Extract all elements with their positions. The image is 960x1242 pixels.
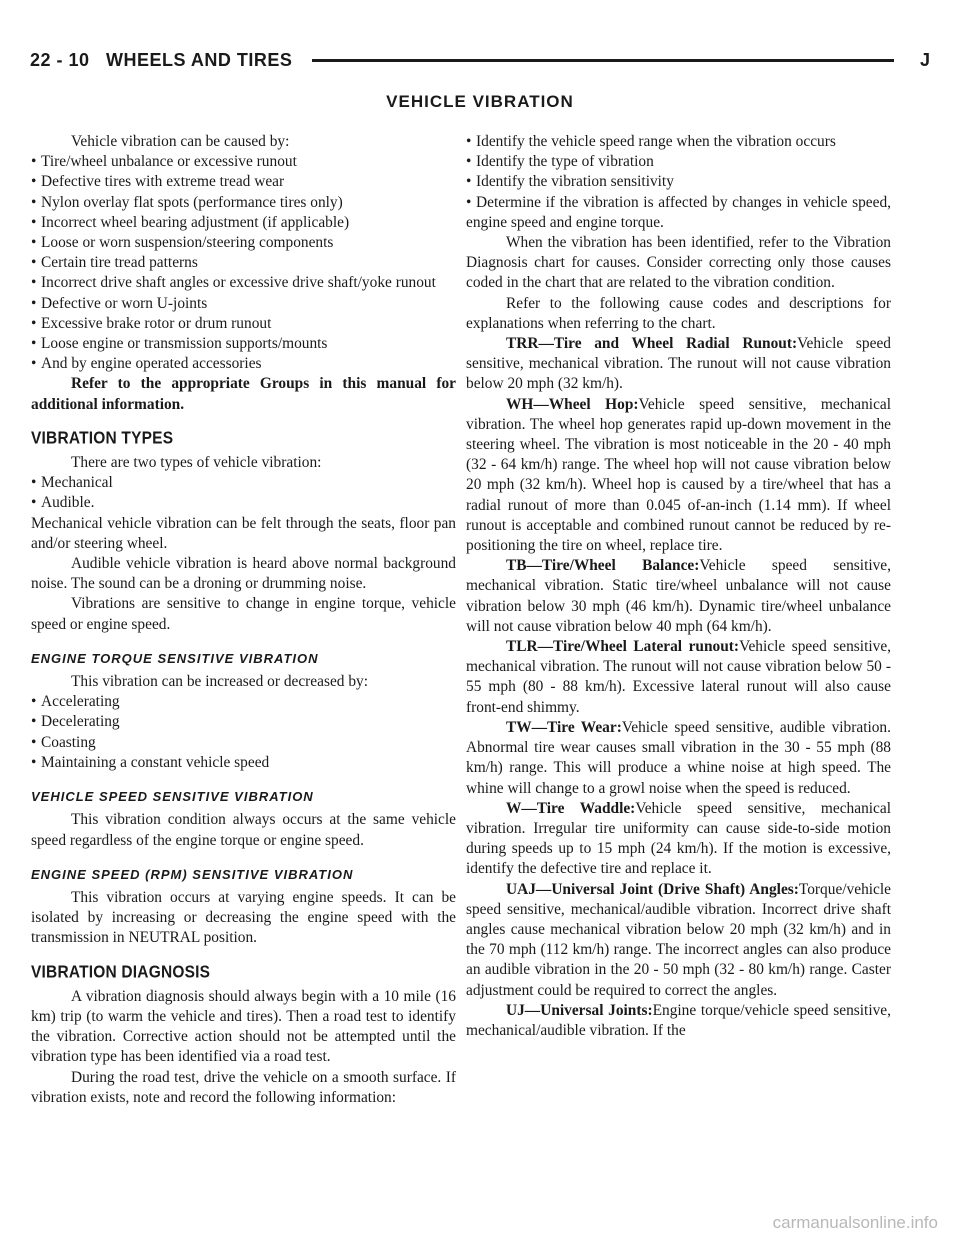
bullet-icon: •: [31, 753, 37, 771]
header-letter: J: [919, 50, 930, 70]
torque-item-text: Maintaining a constant vehicle speed: [41, 753, 270, 771]
cause-item: [31, 253, 456, 273]
cause-code-term: TLR—Tire/Wheel Lateral runout:: [506, 638, 740, 656]
bullet-icon: •: [31, 494, 37, 512]
bullet-icon: •: [31, 693, 37, 711]
subheading-speed: VEHICLE SPEED SENSITIVE VIBRATION: [31, 789, 314, 805]
cause-code-term: W—Tire Waddle:: [506, 799, 636, 817]
speed-desc: This vibration condition always occurs at the same vehicle speed regardless of the engine torque or engine speed.: [31, 811, 456, 849]
cause-code-entry: [466, 1001, 891, 1041]
torque-intro: This vibration can be increased or decreased by:: [71, 673, 368, 691]
torque-item: [31, 692, 456, 712]
causes-list: [31, 152, 456, 374]
torque-item-text: Decelerating: [41, 713, 120, 731]
sensitive-desc: Vibrations are sensitive to change in engine torque, vehicle speed or engine speed.: [31, 595, 456, 633]
bullet-icon: •: [31, 153, 37, 171]
type-item: [31, 473, 456, 493]
cause-item-text: Excessive brake rotor or drum runout: [41, 314, 272, 332]
info-item-text: Identify the vehicle speed range when the vibration occurs: [476, 133, 836, 150]
section-heading-diagnosis: VIBRATION DIAGNOSIS: [31, 962, 211, 982]
bullet-icon: •: [31, 713, 37, 731]
page-number-section: 22 - 10 WHEELS AND TIRES: [30, 50, 293, 70]
bullet-icon: •: [31, 335, 37, 353]
cause-code-desc: Vehicle speed sensitive, audible vibration. Abnormal tire wear causes small vibration in the 30 - 55 mph (88 km/h) range. This will produce a whine noise at high speed. The whine will change to a growl noise when the speed is reduced.: [466, 718, 891, 797]
cause-item-text: Incorrect drive shaft angles or excessive drive shaft/yoke runout: [41, 274, 436, 292]
cause-code-term: UAJ—Universal Joint (Drive Shaft) Angles:: [506, 880, 799, 898]
cause-codes: [466, 334, 891, 1041]
diag-para-1: A vibration diagnosis should always begin with a 10 mile (16 km) trip (to warm the vehicle and tires). Then a road test to identify the vibration. Corrective action should not be attempted until the vibration type has been identified via a road test.: [31, 987, 456, 1066]
info-item: [466, 172, 891, 192]
cause-item: [31, 294, 456, 314]
bullet-icon: •: [31, 274, 37, 292]
cause-item-text: Tire/wheel unbalance or excessive runout: [41, 153, 297, 171]
cause-code-entry: [466, 799, 891, 880]
cause-code-term: TW—Tire Wear:: [506, 718, 622, 736]
cause-code-desc: Vehicle speed sensitive, mechanical vibration. The runout will not cause vibration below 50 - 55 mph (80 - 88 km/h). Excessive lateral runout will also cause front-end shimmy.: [466, 638, 891, 716]
right-column: [466, 132, 891, 1041]
bullet-icon: •: [31, 314, 37, 332]
cause-code-desc: Vehicle speed sensitive, mechanical vibration. Static tire/wheel unbalance will not cause vibration below 30 mph (46 km/h). Dynamic tire/wheel unbalance will not cause vibration below 40 mph (64 km/h).: [466, 557, 891, 635]
section-heading-vibration-types: VIBRATION TYPES: [31, 428, 174, 448]
cause-codes-intro: Refer to the following cause codes and descriptions for explanations when referring to the chart.: [466, 294, 891, 332]
bullet-icon: •: [31, 474, 37, 492]
info-item: [466, 152, 891, 172]
bullet-icon: •: [31, 173, 37, 191]
bullet-icon: •: [466, 153, 472, 171]
info-item: [466, 132, 891, 152]
cause-code-desc: Torque/vehicle speed sensitive, mechanical/audible vibration. Incorrect drive shaft angles cause mechanical vibration below 20 mph (32 km/h) and in the 70 mph (112 km/h) range. The incorrect angles can also produce an audible vibration in the 20 - 50 mph (32 - 80 km/h) range. Caster adjustment could be required to correct the angles.: [466, 880, 891, 999]
torque-item-text: Coasting: [41, 733, 96, 751]
info-item-text: Identify the vibration sensitivity: [476, 173, 674, 191]
cause-code-desc: Vehicle speed sensitive, mechanical vibration. The runout will not cause vibration below 20 mph (32 km/h).: [466, 335, 891, 393]
bullet-icon: •: [31, 234, 37, 252]
rpm-desc: This vibration occurs at varying engine speeds. It can be isolated by increasing or decreasing the engine speed with the transmission in NEUTRAL position.: [31, 888, 456, 947]
cause-code-entry: [466, 395, 891, 557]
info-list: [466, 132, 891, 233]
cause-item-text: Incorrect wheel bearing adjustment (if applicable): [41, 213, 350, 231]
cause-item: [31, 334, 456, 354]
bullet-icon: •: [31, 254, 37, 272]
cause-code-term: TB—Tire/Wheel Balance:: [506, 557, 700, 575]
info-item-text: Determine if the vibration is affected by changes in vehicle speed, engine speed and engine torque.: [466, 193, 891, 231]
types-intro: There are two types of vehicle vibration:: [71, 454, 322, 472]
mechanical-desc: Mechanical vehicle vibration can be felt through the seats, floor pan and/or steering wheel.: [31, 514, 456, 552]
diag-para-2: During the road test, drive the vehicle on a smooth surface. If vibration exists, note and record the following information:: [31, 1068, 456, 1106]
refer-note: Refer to the appropriate Groups in this manual for additional information.: [31, 375, 456, 413]
bullet-icon: •: [466, 193, 472, 211]
cause-item-text: Certain tire tread patterns: [41, 254, 198, 272]
cause-code-entry: [466, 637, 891, 718]
cause-item: [31, 172, 456, 192]
cause-code-term: UJ—Universal Joints:: [506, 1001, 653, 1019]
cause-item: [31, 213, 456, 233]
bullet-icon: •: [31, 733, 37, 751]
torque-item: [31, 753, 456, 773]
page-header: [30, 48, 930, 74]
cause-item-text: Loose or worn suspension/steering components: [41, 234, 334, 252]
subheading-rpm: ENGINE SPEED (RPM) SENSITIVE VIBRATION: [31, 866, 354, 882]
cause-item-text: Defective or worn U-joints: [41, 294, 208, 312]
cause-item: [31, 233, 456, 253]
header-rule: [312, 59, 894, 62]
type-item-text: Audible.: [41, 494, 95, 512]
cause-item: [31, 354, 456, 374]
intro-text: Vehicle vibration can be caused by:: [71, 133, 290, 150]
cause-item-text: Nylon overlay flat spots (performance tires only): [41, 193, 343, 211]
cause-item: [31, 193, 456, 213]
cause-code-entry: [466, 334, 891, 395]
cause-item-text: And by engine operated accessories: [41, 355, 262, 373]
cause-item: [31, 152, 456, 172]
cause-code-desc: Vehicle speed sensitive, mechanical vibration. Irregular tire uniformity can cause side-to-side motion during speeds up to 15 mph (24 km/h). If the motion is excessive, identify the defective tire and replace it.: [466, 799, 891, 878]
cause-item: [31, 273, 456, 293]
bullet-icon: •: [31, 193, 37, 211]
torque-list: [31, 692, 456, 773]
types-list: [31, 473, 456, 513]
watermark: carmanualsonline.info: [772, 1213, 938, 1232]
bullet-icon: •: [466, 133, 472, 150]
cause-code-desc: Vehicle speed sensitive, mechanical vibration. The wheel hop generates rapid up-down movement in the steering wheel. The vibration is most noticeable in the 20 - 40 mph (32 - 64 km/h) range. The wheel hop will not cause vibration below 20 mph (32 km/h). Wheel hop is caused by a tire/wheel that has a radial runout of more than 0.045 of-an-inch (1.14 mm). If wheel runout is acceptable and combined runout cannot be reduced by re-positioning the tire on wheel, replace tire.: [466, 395, 892, 555]
page-title: VEHICLE VIBRATION: [386, 92, 574, 111]
cause-code-term: TRR—Tire and Wheel Radial Runout:: [506, 335, 798, 353]
info-item-text: Identify the type of vibration: [476, 153, 654, 171]
type-item-text: Mechanical: [41, 474, 113, 492]
torque-item-text: Accelerating: [41, 693, 120, 711]
subheading-torque: ENGINE TORQUE SENSITIVE VIBRATION: [31, 650, 319, 666]
cause-code-entry: [466, 880, 891, 1001]
cause-item: [31, 314, 456, 334]
cause-code-desc: Engine torque/vehicle speed sensitive, mechanical/audible vibration. If the: [466, 1001, 891, 1039]
left-column: [31, 132, 456, 1108]
bullet-icon: •: [31, 355, 37, 373]
bullet-icon: •: [31, 213, 37, 231]
torque-item: [31, 733, 456, 753]
cause-item-text: Loose engine or transmission supports/mounts: [41, 335, 328, 353]
torque-item: [31, 712, 456, 732]
cause-code-entry: [466, 718, 891, 799]
cause-code-entry: [466, 556, 891, 637]
audible-desc: Audible vehicle vibration is heard above normal background noise. The sound can be a droning or drumming noise.: [31, 555, 456, 593]
type-item: [31, 493, 456, 513]
cause-code-term: WH—Wheel Hop:: [506, 395, 639, 413]
cause-item-text: Defective tires with extreme tread wear: [41, 173, 285, 191]
info-item: [466, 193, 891, 233]
chart-ref-para: When the vibration has been identified, refer to the Vibration Diagnosis chart for causes. Consider correcting only those causes coded in the chart that are related to the vibration condition.: [466, 234, 891, 292]
bullet-icon: •: [466, 173, 472, 191]
bullet-icon: •: [31, 294, 37, 312]
